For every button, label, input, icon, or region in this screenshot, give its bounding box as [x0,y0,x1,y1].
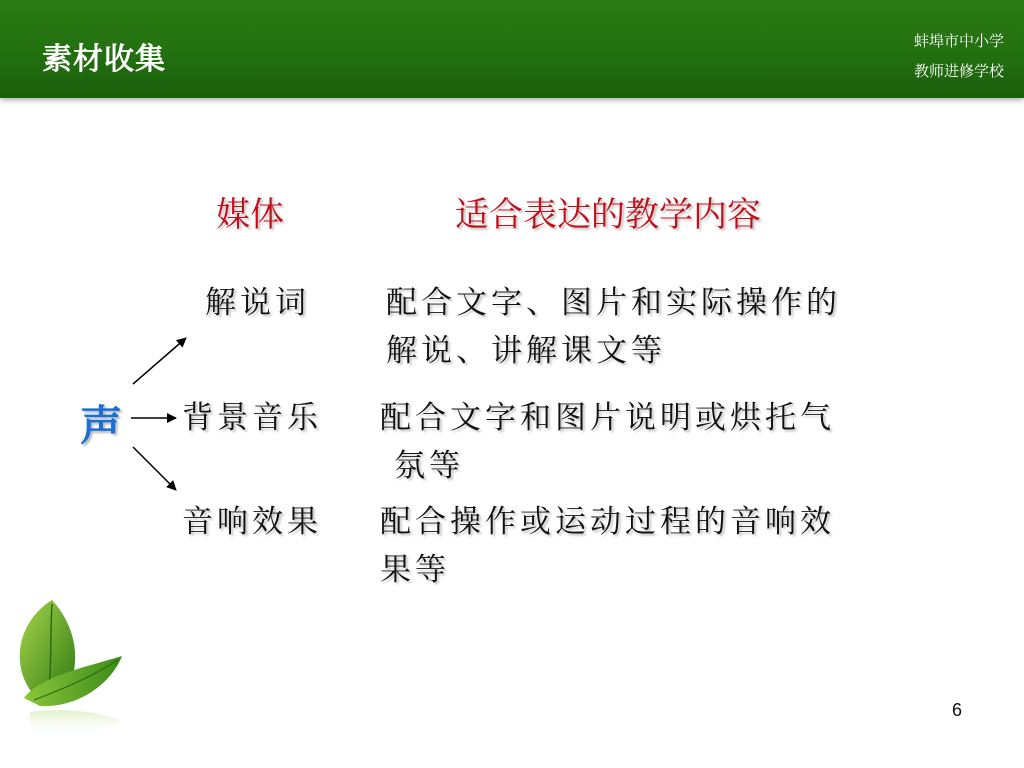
arrow-up [133,338,186,384]
row-2-content [380,394,835,490]
organization-line-2: 教师进修学校 [913,62,1004,80]
sound-label: 声 [80,401,123,450]
row-2-content-line-2: 氛等 [394,448,464,484]
row-1-content-line-2: 解说、讲解课文等 [386,333,666,369]
row-3-media: 音响效果 [182,504,322,540]
row-2-content-line-1: 配合文字和图片说明或烘托气 [380,400,835,436]
arrow-down [133,447,176,490]
row-3-content [380,498,835,594]
organization-name [914,26,1004,86]
slide-title: 素材收集 [42,42,166,77]
row-1-media: 解说词 [205,285,310,321]
content-column-heading: 适合表达的教学内容 [455,195,761,235]
organization-line-1: 蚌埠市中小学 [913,32,1004,50]
header-bar [0,0,1024,98]
green-leaf-icon [0,590,150,768]
row-3-content-line-1: 配合操作或运动过程的音响效 [380,504,835,540]
row-2-media: 背景音乐 [182,400,322,436]
media-column-heading: 媒体 [216,195,284,235]
row-1-content [386,279,841,375]
row-3-content-line-2: 果等 [380,552,450,588]
page-number: 6 [952,700,963,720]
row-1-content-line-1: 配合文字、图片和实际操作的 [386,285,841,321]
